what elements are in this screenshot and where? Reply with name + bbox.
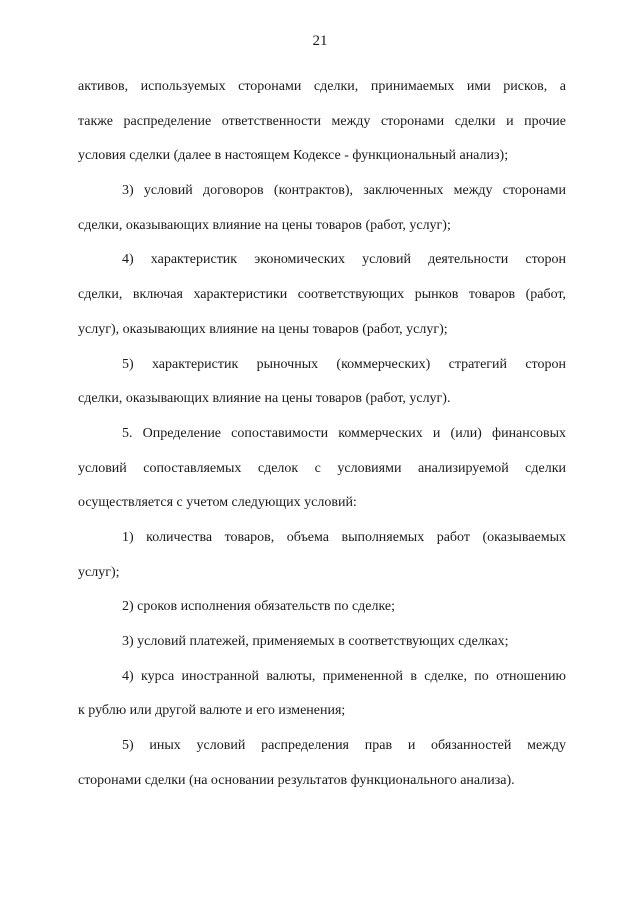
text-line: к рублю или другой валюте и его изменения;: [78, 703, 346, 719]
text-line: сторонами сделки (на основании результатов функционального анализа).: [78, 772, 515, 788]
text-line: сделки, оказывающих влияние на цены товаров (работ, услуг);: [78, 217, 451, 233]
text-line: услуг), оказывающих влияние на цены товаров (работ, услуг);: [78, 321, 448, 337]
text-line: 4) характеристик экономических условий деятельности сторон: [122, 252, 566, 268]
text-line: 3) условий платежей, применяемых в соответствующих сделках;: [122, 634, 509, 649]
text-line: услуг);: [78, 564, 120, 580]
text-line: условия сделки (далее в настоящем Кодексе - функциональный анализ);: [78, 148, 509, 164]
text-line: 3) условий договоров (контрактов), заключенных между сторонами: [122, 183, 566, 199]
document-body: [78, 70, 566, 798]
text-line: активов, используемых сторонами сделки, принимаемых ими рисков, а: [78, 79, 566, 94]
text-line: осуществляется с учетом следующих условий:: [78, 495, 357, 511]
text-line: также распределение ответственности между сторонами сделки и прочие: [78, 113, 566, 129]
text-line: 5) иных условий распределения прав и обязанностей между: [122, 738, 566, 754]
text-line: сделки, включая характеристики соответствующих рынков товаров (работ,: [78, 287, 566, 303]
text-line: 5. Определение сопоставимости коммерческих и (или) финансовых: [122, 425, 566, 441]
text-line: условий сопоставляемых сделок с условиями анализируемой сделки: [78, 460, 566, 476]
text-line: 1) количества товаров, объема выполняемых работ (оказываемых: [122, 529, 566, 545]
text-line: сделки, оказывающих влияние на цены товаров (работ, услуг).: [78, 391, 451, 407]
text-line: 2) сроков исполнения обязательств по сделке;: [122, 599, 396, 615]
text-line: 4) курса иностранной валюты, примененной в сделке, по отношению: [122, 668, 566, 684]
page-number: 21: [312, 33, 328, 49]
text-line: 5) характеристик рыночных (коммерческих) стратегий сторон: [122, 356, 566, 372]
